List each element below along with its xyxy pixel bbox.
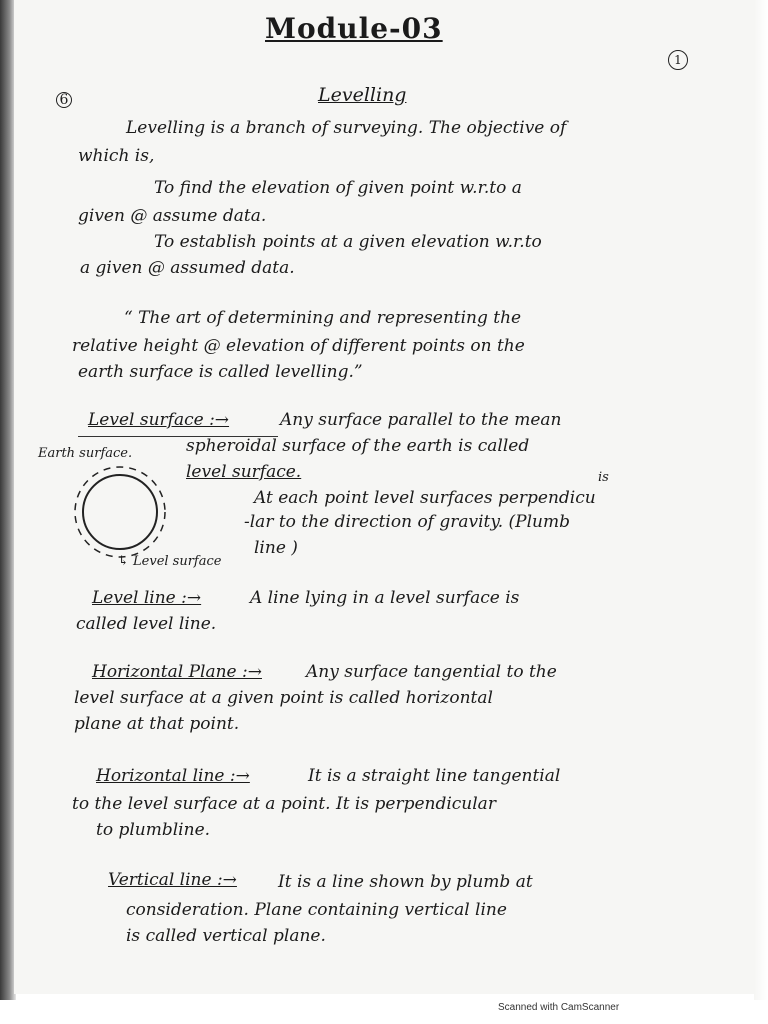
intro-line-6: a given @ assumed data.: [80, 258, 295, 278]
level-surface-line-4: At each point level surfaces perpendicu: [254, 488, 596, 508]
level-surface-diagram: [70, 462, 170, 562]
level-surface-line-2: spheroidal surface of the earth is called: [186, 436, 530, 456]
corner-number: 6: [56, 92, 72, 108]
intro-line-3: To find the elevation of given point w.r.to a: [154, 178, 522, 198]
level-surface-line-1: Any surface parallel to the mean: [280, 410, 562, 430]
level-surface-line-6: line ): [254, 538, 298, 558]
definition-line-1: “ The art of determining and representing the: [124, 308, 522, 328]
page-number: 1: [668, 50, 688, 70]
horizontal-line-line-3: to plumbline.: [96, 820, 211, 840]
section-heading: Levelling: [318, 84, 407, 106]
horizontal-line-line-1: It is a straight line tangential: [308, 766, 561, 786]
term-horizontal-plane: Horizontal Plane :→: [92, 662, 262, 682]
intro-line-1: Levelling is a branch of surveying. The objective of: [126, 118, 567, 138]
intro-line-5: To establish points at a given elevation w.r.to: [154, 232, 542, 252]
intro-line-4: given @ assume data.: [78, 206, 267, 226]
horizontal-plane-line-3: plane at that point.: [74, 714, 240, 734]
definition-line-2: relative height @ elevation of different points on the: [72, 336, 525, 356]
level-surface-line-3: level surface.: [186, 462, 302, 482]
vertical-line-line-3: is called vertical plane.: [126, 926, 326, 946]
diagram-label-level-surface: ↳ Level surface: [118, 554, 222, 569]
intro-line-2: which is,: [78, 146, 155, 166]
level-surface-circle: [75, 467, 165, 557]
scanner-watermark: Scanned with CamScanner: [498, 1002, 620, 1013]
term-level-line: Level line :→: [92, 588, 202, 608]
term-vertical-line: Vertical line :→: [108, 870, 237, 890]
page-edge: [754, 0, 768, 1000]
level-surface-line-5: -lar to the direction of gravity. (Plumb: [244, 512, 571, 532]
term-level-surface: Level surface :→: [88, 410, 230, 430]
inserted-is: is: [598, 470, 609, 485]
vertical-line-line-2: consideration. Plane containing vertical line: [126, 900, 507, 920]
vertical-line-line-1: It is a line shown by plumb at: [278, 872, 533, 892]
definition-line-3: earth surface is called levelling.”: [78, 362, 363, 382]
term-horizontal-line: Horizontal line :→: [96, 766, 250, 786]
diagram-label-earth-surface: Earth surface.: [38, 446, 133, 461]
horizontal-line-line-2: to the level surface at a point. It is perpendicular: [72, 794, 496, 814]
level-line-line-2: called level line.: [76, 614, 217, 634]
horizontal-plane-line-2: level surface at a given point is called horizontal: [74, 688, 493, 708]
earth-circle: [83, 475, 157, 549]
level-line-line-1: A line lying in a level surface is: [250, 588, 520, 608]
horizontal-plane-line-1: Any surface tangential to the: [306, 662, 557, 682]
page-title: Module-03: [265, 12, 443, 45]
